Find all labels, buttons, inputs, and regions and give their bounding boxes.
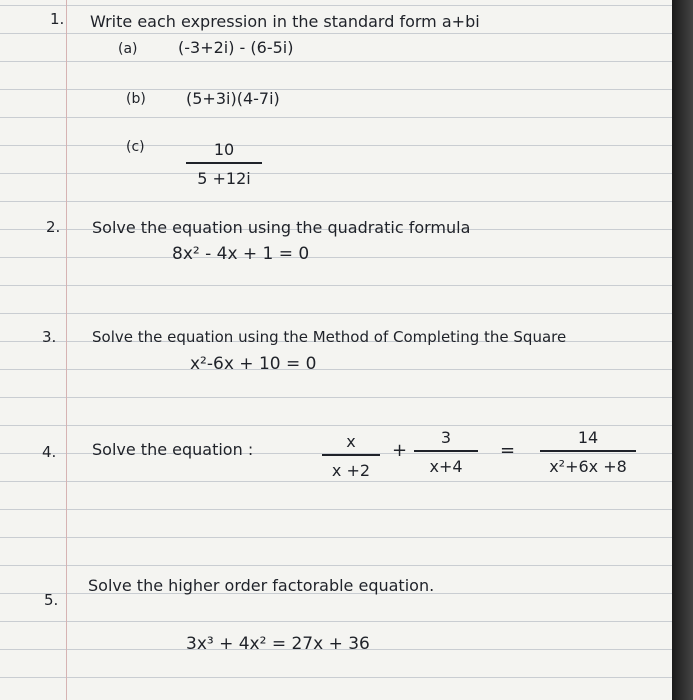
problem-2-equation: 8x² - 4x + 1 = 0 <box>172 244 310 264</box>
problem-4-fraction-2 <box>414 428 478 476</box>
margin-line <box>66 0 67 700</box>
problem-1-number: 1. <box>50 10 65 28</box>
page-edge-shadow <box>672 0 693 700</box>
problem-1c-numerator: 10 <box>213 140 235 159</box>
problem-3-equation: x²-6x + 10 = 0 <box>190 354 317 374</box>
problem-1b-label: (b) <box>126 91 146 107</box>
problem-4-fraction-3 <box>540 428 636 476</box>
problem-4-frac3-denominator: x²+6x +8 <box>549 456 627 476</box>
problem-1c-fraction <box>186 140 262 188</box>
problem-4-frac2-numerator: 3 <box>440 428 452 447</box>
problem-1-instruction: Write each expression in the standard form a+bi <box>90 12 480 31</box>
problem-4-equals-sign: = <box>500 440 516 461</box>
problem-4-frac3-numerator: 14 <box>577 428 599 447</box>
problem-2-number: 2. <box>46 218 61 236</box>
problem-4-plus-sign: + <box>392 440 408 461</box>
problem-1a-label: (a) <box>118 41 138 57</box>
problem-3-instruction: Solve the equation using the Method of Completing the Square <box>92 328 567 346</box>
problem-1c-denominator: 5 +12i <box>197 168 251 188</box>
problem-1c-label: (c) <box>126 139 145 155</box>
problem-4-instruction: Solve the equation : <box>92 440 254 459</box>
problem-2-instruction: Solve the equation using the quadratic formula <box>92 218 471 237</box>
problem-1a-expression: (-3+2i) - (6-5i) <box>178 38 294 57</box>
problem-1b-expression: (5+3i)(4-7i) <box>186 89 280 108</box>
problem-4-frac2-denominator: x+4 <box>429 456 463 476</box>
problem-5-instruction: Solve the higher order factorable equation. <box>88 576 435 595</box>
problem-5-number: 5. <box>44 591 59 609</box>
problem-5-equation: 3x³ + 4x² = 27x + 36 <box>186 634 370 654</box>
problem-4-frac1-numerator: x <box>346 432 356 451</box>
problem-4-frac1-denominator: x +2 <box>331 460 371 480</box>
problem-4-fraction-1 <box>322 432 380 480</box>
problem-3-number: 3. <box>42 328 57 346</box>
problem-4-number: 4. <box>42 443 57 461</box>
